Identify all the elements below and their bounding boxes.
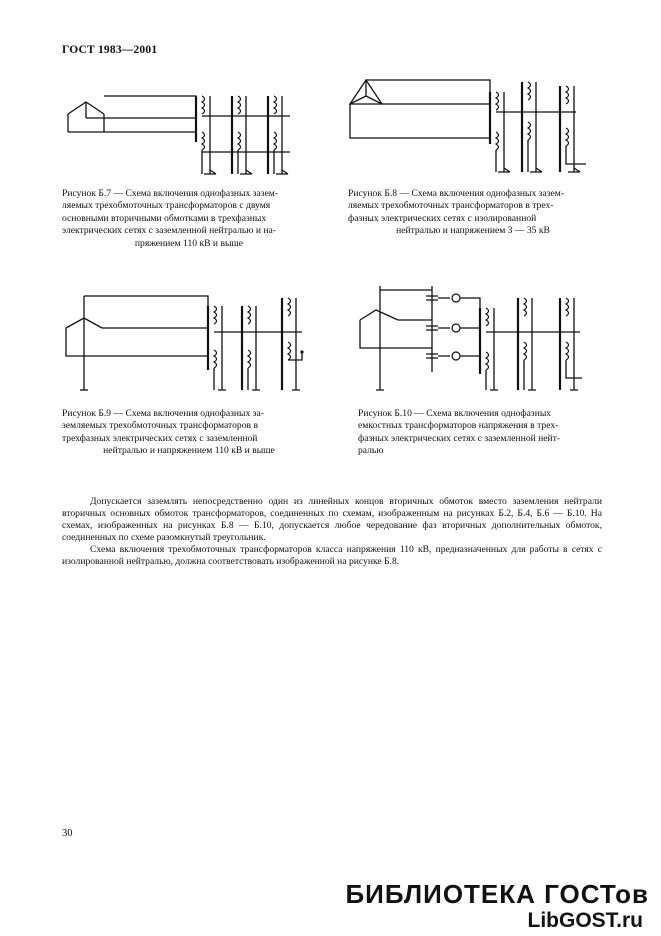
caption-line: ляемых трехобмоточных трансформаторов в трех- (348, 200, 554, 212)
page-header: ГОСТ 1983—2001 (62, 44, 158, 56)
caption-line: фазных электрических сетях с изолированной (348, 212, 537, 224)
caption-line: электрических сетях с заземленной нейтралью и на- (62, 225, 276, 237)
caption-line: фазных электрических сетях с заземленной нейт- (358, 432, 561, 444)
paragraph: Допускается заземлять непосредственно один из линейных концов вторичных обмоток вместо заземления нейтрали вторичных основных обмоток трансформаторов, соединенных по схемам, изображенным на рисунках Б.2, Б.4, Б.6 — Б.10. На схемах, изображенных на рисунках Б.8 — Б.10, допускается любое чередование фаз вторичных дополнительных обмоток, соединенных по схеме разомкнутый треугольник. (62, 496, 602, 544)
caption-line: Рисунок Б.9 — Схема включения однофазных за- (62, 408, 264, 419)
caption-line: нейтралью и напряжением 3 — 35 кВ (396, 225, 550, 237)
figure-b7-diagram (60, 76, 320, 176)
caption-line: земляемых трехобмоточных трансформаторов в (62, 420, 258, 432)
watermark-line2: LibGOST.ru (527, 909, 643, 932)
caption-line: Рисунок Б.7 — Схема включения однофазных зазем- (62, 188, 279, 199)
watermark (345, 880, 649, 934)
figure-b8-caption (348, 188, 598, 238)
caption-line: емкостных трансформаторов напряжения в трех- (358, 420, 559, 432)
watermark-line1: БИБЛИОТЕКА ГОСТов (345, 879, 649, 909)
caption-line: пряжением 110 кВ и выше (134, 237, 244, 249)
caption-line: ралью (358, 445, 384, 457)
figure-b7-caption (62, 188, 316, 250)
figure-b10-diagram (354, 282, 604, 398)
caption-line: Рисунок Б.10 — Схема включения однофазных (358, 408, 552, 419)
page-number: 30 (62, 828, 73, 839)
body-text (62, 496, 602, 569)
figure-b9-caption (62, 408, 316, 458)
caption-line: ляемых трехобмоточных трансформаторов с двумя (62, 200, 271, 212)
caption-line: основными вторичными обмотками в трехфазных (62, 212, 267, 224)
figure-b10-caption (358, 408, 600, 458)
figure-b9-diagram (60, 286, 322, 398)
caption-line: Рисунок Б.8 — Схема включения однофазных зазем- (348, 188, 565, 199)
caption-line: нейтралью и напряжением 110 кВ и выше (103, 445, 275, 457)
caption-line: трехфазных электрических сетях с заземленной (62, 432, 258, 444)
paragraph: Схема включения трехобмоточных трансформаторов класса напряжения 110 кВ, предназначенных для работы в сетях с изолированной нейтралью, должна соответствовать изображенной на рисунке Б.8. (62, 544, 602, 568)
figure-b8-diagram (346, 72, 606, 176)
